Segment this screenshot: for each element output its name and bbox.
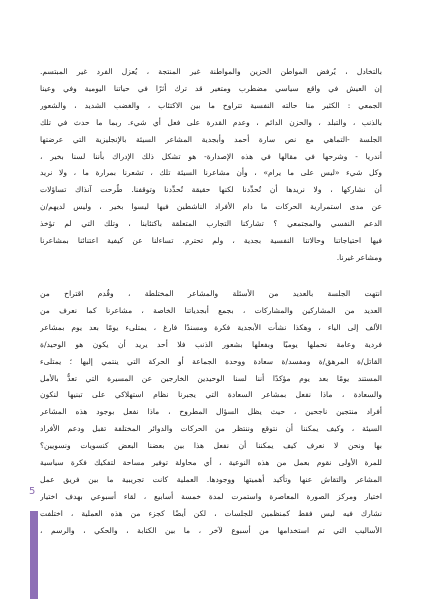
paragraph-line: أفراد منتجين ناجحين ، حيث يظل السؤال المطروح ، ماذا نفعل بوجود هذه المشاعر xyxy=(40,407,382,417)
paragraph-line: ومشاعر غيرنا. xyxy=(336,252,382,262)
page-number: 5 xyxy=(29,486,36,497)
paragraph-line: الجمعي : الكثير منا حالته النفسية تتراوح ما بين الاكتئاب ، والغضب الشديد ، والشعور xyxy=(40,100,382,110)
paragraph-2 xyxy=(40,286,382,540)
paragraph-line: الألف إلى الياء ، وهكذا نشأت الأبجدية فكرة ومسندًا فارغ ، يمتلىء يومًا بعد يوم بمشاعر xyxy=(40,322,382,332)
paragraph-line: القاتل/ة المرهق/ة ومفسد/ة سعادة ووحدة الجماعة أو الحركة التي ينتمي إليها ؛ يمتلىء xyxy=(40,356,382,366)
paragraph-line: الدعم النفسي والمجتمعي ؟ تشاركنا التجارب المتعلقة باكتئابنا ، وتلك التي لم تؤخذ xyxy=(40,219,382,229)
paragraph-line: المستند يومًا بعد يوم مؤكدًا أننا لسنا الوحيدين الخارجين عن المسيرة التي تعدُّ بالأمل xyxy=(40,373,382,383)
paragraph-line: نشارك فيه ليس فقط كمنظمين للجلسات ، لكن أيضًا كجزء من هذه العملية ، اختلفت xyxy=(40,508,382,518)
paragraph-1 xyxy=(40,64,382,267)
paragraph-line: الجلسة -التماهي مع نص سارة أحمد وأبجدية المشاعر السيئة بالإنجليزية التي عرضتها xyxy=(40,134,382,144)
page-side-bar xyxy=(30,511,38,599)
paragraph-line: العديد من المشاركين والمشاركات ، بجمع أبجدياتنا الخاصة ، مشاعرنا كما نعرف من xyxy=(40,305,382,315)
paragraph-line: الأساليب التي تم استخدامها من أسبوع لآخر ، ما بين الكتابة ، والحكي ، والرسم ، xyxy=(40,525,382,535)
paragraph-line: والسعادة ، ماذا نفعل بمشاعر السعادة التي يجبرنا نظام استهلاكي على تبنيها لنكون xyxy=(40,390,382,400)
paragraph-line: فردية وعامة نحملها يوميًا وبفعلها بشعور الذنب فلا أحد يريد أن يكون هو الوحيد/ة xyxy=(40,339,382,349)
paragraph-line: أندريا - وشرحها في مقالها في هذه الإصدارة- هو تشكل ذلك الإدراك بأننا لسنا بخير ، xyxy=(40,151,382,161)
paragraph-line: وكل شيء «ليس على ما يرام» ، وأن مشاعرنا السيئة تلك ، تشعرنا بمرارة ما ، ولا نريد xyxy=(40,168,382,178)
paragraph-line: اختيار ومركز الصورة المعاصرة واستمرت لمدة خمسة أسابيع ، لقاء أسبوعي بهدف اختيار xyxy=(40,491,382,501)
paragraph-line: انتهت الجلسة بالعديد من الأسئلة والمشاعر المختلطة ، وقُدم اقتراح من xyxy=(40,289,382,298)
paragraph-line: إن العيش في واقع سياسي مضطرب ومتغير قد ترك أثرًا في حياتنا اليومية وفي وعينا xyxy=(40,83,382,93)
paragraph-line: أن نشاركها ، ولا نريدها أن تُحدِّدنا لكنها حقيقة تُحدِّدنا وتوقفنا. طُرحت آنذاك تساؤلات xyxy=(40,185,382,195)
paragraph-line: عن مدى استمرارية الحركات ما دام الأفراد الناشطين فيها ليسوا بخير ، وليس لديهم/ن xyxy=(40,202,382,212)
paragraph-line: بها ونحن لا نعرف كيف يمكننا أن نفعل هذا بين بعضنا البعض كنسويات ونسويين؟ xyxy=(40,441,382,451)
paragraph-line: المشاعر والتقاش عنها وتأكيد أهميتها ووجودها. العملية كانت تجريبية ما بين فريق عمل xyxy=(40,474,382,484)
paragraph-line: السيئة ، وكيف يمكننا أن نتوقع وننتظر من الحركات والدوائر المختلفة تقبل ودعم الأفراد xyxy=(40,424,382,434)
paragraph-line: بالذنب ، والتبلد ، والحزن الدائم ، وعدم القدرة على فعل أي شيء. ربما ما حدث في تلك xyxy=(40,117,382,127)
paragraph-line: بالتخادل ، يُرفض المواطن الحزين والمواطنة غير المنتجة ، يُعزل الفرد غير المبتسم. xyxy=(40,67,382,76)
paragraph-line: فيها احتياجاتنا وحالاتنا النفسية بجدية ، ولم تحترم. تساءلنا عن كيفية اعتنائنا بمشاعرنا xyxy=(40,236,382,246)
paragraph-line: للمرة الأولى نقوم بعمل من هذه النوعية ، أي محاولة توفير مساحة لتفكيك فكرة سياسية xyxy=(40,458,382,468)
